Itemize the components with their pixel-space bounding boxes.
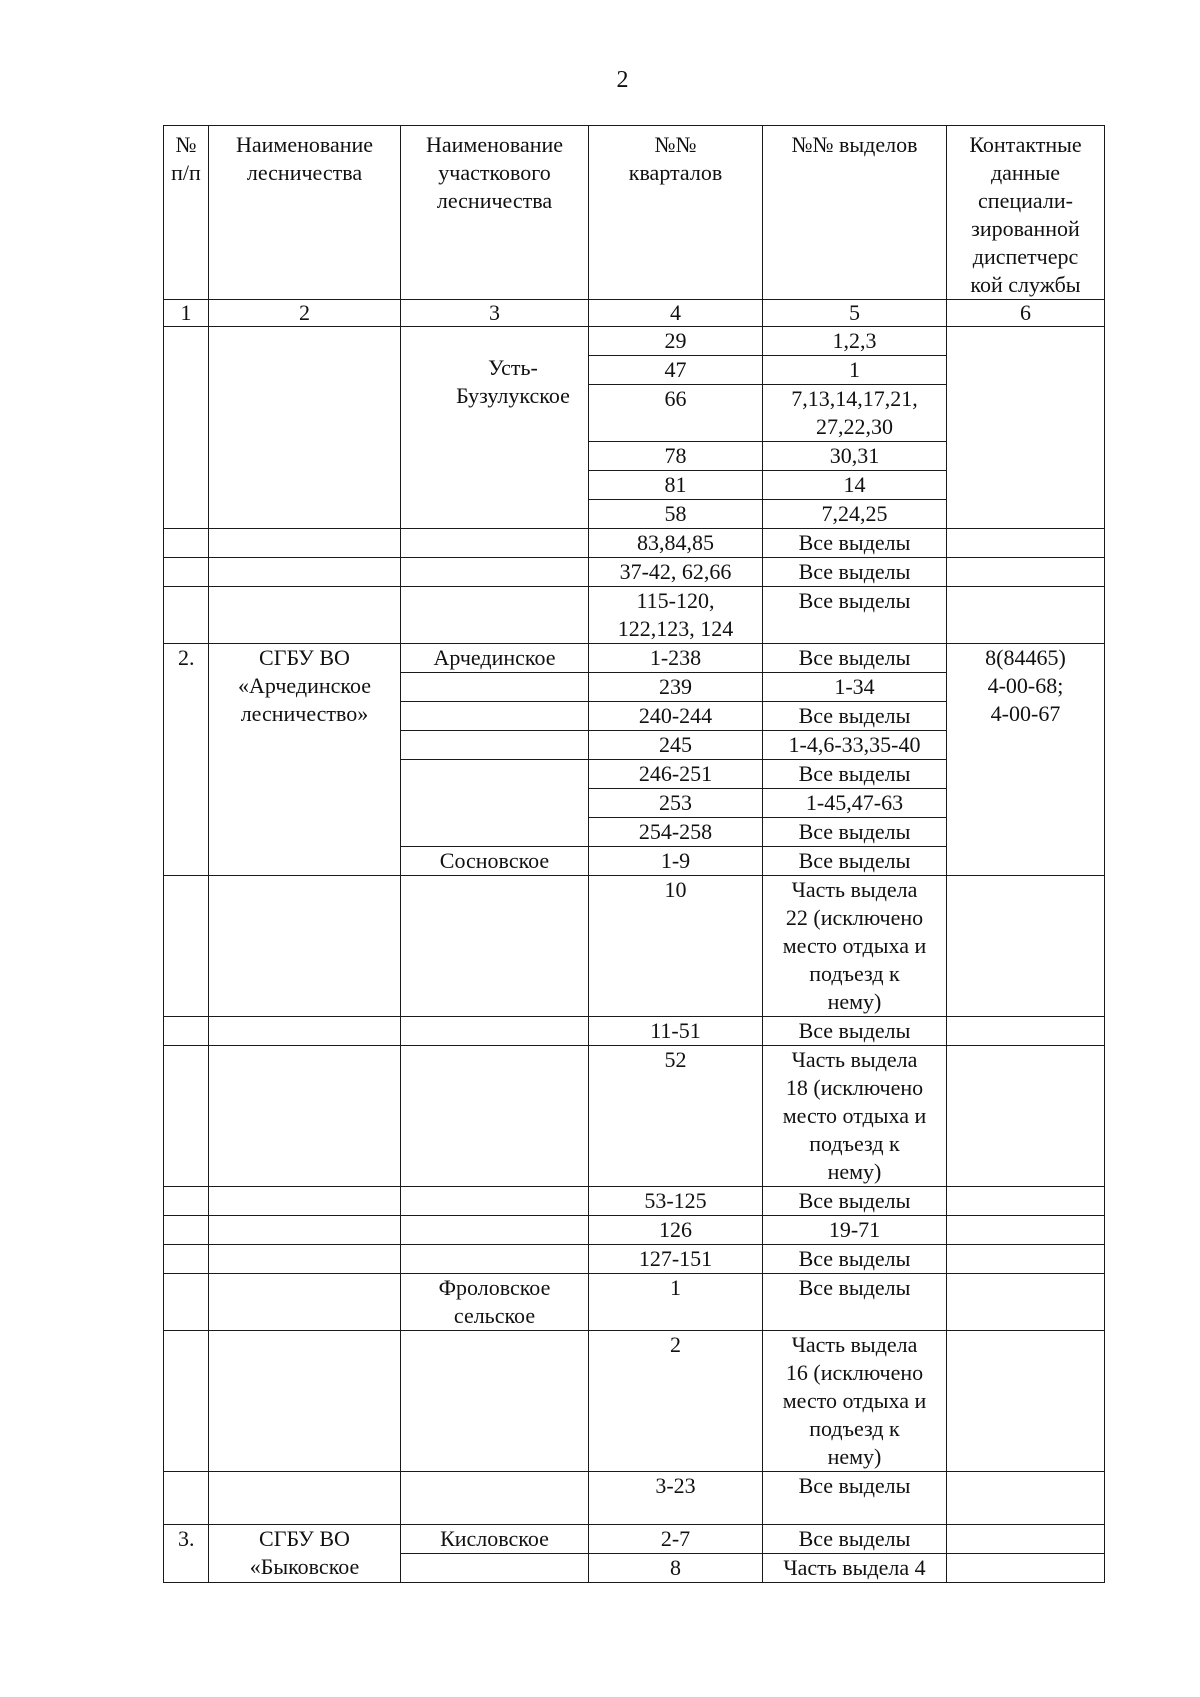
district-name-cell <box>401 876 589 1017</box>
row-number-cell <box>164 1472 209 1525</box>
district-name-cell: Усть- Бузулукское <box>401 327 589 529</box>
row-number-cell <box>164 1331 209 1472</box>
contacts-cell <box>947 876 1105 1017</box>
quarters-cell: 115-120, 122,123, 124 <box>589 587 763 644</box>
row-number-cell <box>164 1017 209 1046</box>
forestry-name-cell <box>209 558 401 587</box>
quarters-cell: 81 <box>589 471 763 500</box>
quarters-cell: 126 <box>589 1216 763 1245</box>
forestry-name-cell <box>209 327 401 529</box>
column-number: 4 <box>589 300 763 327</box>
plots-cell: 1-34 <box>763 673 947 702</box>
plots-cell: 14 <box>763 471 947 500</box>
table-row <box>164 327 1105 356</box>
plots-cell: Все выделы <box>763 1017 947 1046</box>
plots-cell: 1-4,6-33,35-40 <box>763 731 947 760</box>
forestry-name-cell <box>209 1046 401 1187</box>
contacts-cell <box>947 1525 1105 1554</box>
quarters-cell: 29 <box>589 327 763 356</box>
district-name-cell <box>401 673 589 702</box>
plots-cell: Все выделы <box>763 847 947 876</box>
header-quarters: №№ кварталов <box>589 126 763 300</box>
table-row <box>164 1245 1105 1274</box>
forestry-name-cell <box>209 876 401 1017</box>
district-name-cell <box>401 1554 589 1583</box>
district-name-cell <box>401 1331 589 1472</box>
contacts-cell <box>947 1216 1105 1245</box>
quarters-cell: 2 <box>589 1331 763 1472</box>
district-name-cell: Кисловское <box>401 1525 589 1554</box>
table-row <box>164 876 1105 1017</box>
forestry-name-cell <box>209 1187 401 1216</box>
district-name-cell <box>401 1472 589 1525</box>
quarters-cell: 66 <box>589 385 763 442</box>
quarters-cell: 83,84,85 <box>589 529 763 558</box>
quarters-cell: 245 <box>589 731 763 760</box>
contacts-cell <box>947 587 1105 644</box>
contacts-cell <box>947 327 1105 529</box>
district-name-cell: Сосновское <box>401 847 589 876</box>
table-row <box>164 1187 1105 1216</box>
column-number: 2 <box>209 300 401 327</box>
forestry-name-cell <box>209 1017 401 1046</box>
contacts-cell <box>947 1046 1105 1187</box>
row-number-cell <box>164 1245 209 1274</box>
plots-cell: Все выделы <box>763 1472 947 1525</box>
plots-cell: 7,13,14,17,21, 27,22,30 <box>763 385 947 442</box>
quarters-cell: 47 <box>589 356 763 385</box>
quarters-cell: 58 <box>589 500 763 529</box>
row-number-cell <box>164 529 209 558</box>
quarters-cell: 78 <box>589 442 763 471</box>
page-number: 2 <box>616 67 629 93</box>
plots-cell: Все выделы <box>763 558 947 587</box>
district-name-cell: Арчединское <box>401 644 589 673</box>
contacts-cell <box>947 529 1105 558</box>
quarters-cell: 246-251 <box>589 760 763 789</box>
district-name-cell: Фроловское сельское <box>401 1274 589 1331</box>
header-num: № п/п <box>164 126 209 300</box>
district-name-cell <box>401 587 589 644</box>
table-row <box>164 529 1105 558</box>
quarters-cell: 1 <box>589 1274 763 1331</box>
forestry-name-cell <box>209 1245 401 1274</box>
table-row <box>164 1046 1105 1187</box>
district-name-cell <box>401 760 589 847</box>
quarters-cell: 254-258 <box>589 818 763 847</box>
district-name-cell <box>401 702 589 731</box>
quarters-cell: 37-42, 62,66 <box>589 558 763 587</box>
plots-cell: Все выделы <box>763 1274 947 1331</box>
table-row <box>164 558 1105 587</box>
column-number: 1 <box>164 300 209 327</box>
district-name-cell <box>401 731 589 760</box>
quarters-cell: 239 <box>589 673 763 702</box>
header-forestry: Наименование лесничества <box>209 126 401 300</box>
plots-cell: Часть выдела 22 (исключено место отдыха и подъезд к нему) <box>763 876 947 1017</box>
quarters-cell: 1-9 <box>589 847 763 876</box>
row-number-cell <box>164 327 209 529</box>
row-number-cell: 3. <box>164 1525 209 1583</box>
header-plots: №№ выделов <box>763 126 947 300</box>
contacts-cell <box>947 558 1105 587</box>
table-row <box>164 1525 1105 1554</box>
plots-cell: 7,24,25 <box>763 500 947 529</box>
quarters-cell: 1-238 <box>589 644 763 673</box>
quarters-cell: 11-51 <box>589 1017 763 1046</box>
contacts-cell <box>947 1187 1105 1216</box>
district-name-cell <box>401 1245 589 1274</box>
table-row <box>164 1274 1105 1331</box>
column-number: 6 <box>947 300 1105 327</box>
quarters-cell: 253 <box>589 789 763 818</box>
district-name-cell <box>401 558 589 587</box>
district-name-cell <box>401 1216 589 1245</box>
quarters-cell: 8 <box>589 1554 763 1583</box>
plots-cell: 1 <box>763 356 947 385</box>
district-name-cell <box>401 1187 589 1216</box>
plots-cell: 1,2,3 <box>763 327 947 356</box>
contacts-cell <box>947 1472 1105 1525</box>
column-number: 5 <box>763 300 947 327</box>
forestry-name-cell <box>209 587 401 644</box>
plots-cell: Все выделы <box>763 1187 947 1216</box>
plots-cell: 1-45,47-63 <box>763 789 947 818</box>
plots-cell: Часть выдела 18 (исключено место отдыха и подъезд к нему) <box>763 1046 947 1187</box>
table-row <box>164 1216 1105 1245</box>
contacts-cell <box>947 1017 1105 1046</box>
table-row <box>164 587 1105 644</box>
contacts-cell <box>947 1554 1105 1583</box>
forestry-table <box>163 125 1105 1583</box>
quarters-cell: 53-125 <box>589 1187 763 1216</box>
quarters-cell: 52 <box>589 1046 763 1187</box>
header-district: Наименование участкового лесничества <box>401 126 589 300</box>
plots-cell: 30,31 <box>763 442 947 471</box>
contacts-cell: 8(84465) 4-00-68; 4-00-67 <box>947 644 1105 876</box>
plots-cell: Все выделы <box>763 587 947 644</box>
district-name-cell <box>401 1017 589 1046</box>
table-row <box>164 1472 1105 1525</box>
district-name-cell <box>401 529 589 558</box>
forestry-name-cell <box>209 1216 401 1245</box>
plots-cell: Все выделы <box>763 1245 947 1274</box>
forestry-name-cell <box>209 1331 401 1472</box>
quarters-cell: 10 <box>589 876 763 1017</box>
district-name-cell <box>401 1046 589 1187</box>
row-number-cell <box>164 1216 209 1245</box>
row-number-cell <box>164 876 209 1017</box>
plots-cell: Все выделы <box>763 702 947 731</box>
plots-cell: Все выделы <box>763 1525 947 1554</box>
row-number-cell <box>164 1274 209 1331</box>
quarters-cell: 3-23 <box>589 1472 763 1525</box>
row-number-cell <box>164 558 209 587</box>
contacts-cell <box>947 1331 1105 1472</box>
plots-cell: Все выделы <box>763 644 947 673</box>
plots-cell: Часть выдела 4 <box>763 1554 947 1583</box>
plots-cell: 19-71 <box>763 1216 947 1245</box>
forestry-name-cell: СГБУ ВО «Арчединское лесничество» <box>209 644 401 876</box>
column-number: 3 <box>401 300 589 327</box>
header-contacts: Контактные данные специали- зированной диспетчерс кой службы <box>947 126 1105 300</box>
contacts-cell <box>947 1245 1105 1274</box>
plots-cell: Часть выдела 16 (исключено место отдыха и подъезд к нему) <box>763 1331 947 1472</box>
table-row <box>164 1017 1105 1046</box>
row-number-cell <box>164 587 209 644</box>
quarters-cell: 2-7 <box>589 1525 763 1554</box>
table-row <box>164 644 1105 673</box>
row-number-cell <box>164 1046 209 1187</box>
quarters-cell: 127-151 <box>589 1245 763 1274</box>
forestry-name-cell <box>209 1472 401 1525</box>
table-row <box>164 1331 1105 1472</box>
forestry-name-cell <box>209 1274 401 1331</box>
row-number-cell <box>164 1187 209 1216</box>
forestry-name-cell <box>209 529 401 558</box>
plots-cell: Все выделы <box>763 529 947 558</box>
quarters-cell: 240-244 <box>589 702 763 731</box>
forestry-name-cell: СГБУ ВО «Быковское <box>209 1525 401 1583</box>
plots-cell: Все выделы <box>763 818 947 847</box>
row-number-cell: 2. <box>164 644 209 876</box>
contacts-cell <box>947 1274 1105 1331</box>
plots-cell: Все выделы <box>763 760 947 789</box>
